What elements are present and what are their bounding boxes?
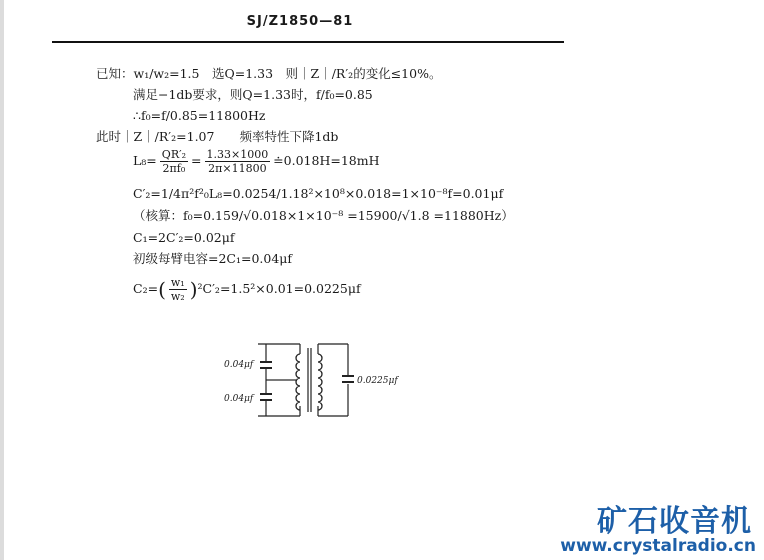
transformer-circuit-diagram bbox=[220, 330, 400, 430]
page-edge bbox=[0, 0, 4, 560]
secondary-winding bbox=[318, 354, 322, 410]
ls-equals: = bbox=[191, 153, 202, 168]
ls-lhs: L₈= bbox=[133, 153, 157, 168]
standard-code-header: SJ/Z1850—81 bbox=[246, 14, 354, 29]
left-paren: ( bbox=[158, 277, 166, 302]
verification-line: （核算：f₀=0.159/√0.018×1×10⁻⁸ =15900/√1.8 =11880Hz） bbox=[133, 208, 514, 223]
ls-fraction-1 bbox=[160, 148, 188, 175]
right-paren: ) bbox=[189, 277, 198, 302]
f0-result-line: ∴f₀=f/0.85=11800Hz bbox=[133, 108, 266, 123]
requirement-line: 满足−1db要求，则Q=1.33时，f/f₀=0.85 bbox=[133, 87, 373, 102]
impedance-ratio-line: 此时｜Z｜/R′₂=1.07 频率特性下降1db bbox=[96, 129, 339, 144]
capacitor-bottom-label: 0.04μf bbox=[224, 394, 254, 404]
c2-prime-line: C′₂=1/4π²f²₀L₈=0.0254/1.18²×10⁸×0.018=1×10⁻⁸f=0.01μf bbox=[133, 186, 504, 201]
watermark-logo-text: 矿石收音机 bbox=[597, 504, 752, 539]
ls-frac2-numerator: 1.33×1000 bbox=[206, 148, 269, 161]
c2-rest: ²C′₂=1.5²×0.01=0.0225μf bbox=[197, 281, 361, 296]
c2-turns-ratio-fraction bbox=[169, 276, 187, 303]
c2-formula bbox=[133, 276, 361, 303]
primary-winding bbox=[296, 354, 300, 410]
c2-lhs: C₂= bbox=[133, 281, 159, 296]
capacitor-top-label: 0.04μf bbox=[224, 360, 254, 370]
ls-result: ≐0.018H=18mH bbox=[273, 153, 380, 168]
ls-frac1-denominator: 2πf₀ bbox=[162, 162, 186, 175]
watermark-url: www.crystalradio.cn bbox=[560, 536, 756, 556]
secondary-capacitor bbox=[342, 376, 354, 382]
capacitor-secondary-label: 0.0225μf bbox=[357, 376, 398, 386]
primary-arm-capacitance-line: 初级每臂电容=2C₁=0.04μf bbox=[133, 251, 293, 266]
header-rule bbox=[52, 41, 564, 43]
ls-frac2-denominator: 2π×11800 bbox=[208, 162, 267, 175]
ls-frac1-numerator: QR′₂ bbox=[161, 148, 187, 161]
c2-frac-denominator: w₂ bbox=[170, 290, 185, 303]
ls-fraction-2 bbox=[205, 148, 271, 175]
known-conditions-line: 已知：w₁/w₂=1.5 选Q=1.33 则｜Z｜/R′₂的变化≤10%。 bbox=[96, 66, 442, 81]
c2-frac-numerator: w₁ bbox=[170, 276, 185, 289]
c1-line: C₁=2C′₂=0.02μf bbox=[133, 230, 235, 245]
ls-formula bbox=[133, 148, 380, 175]
